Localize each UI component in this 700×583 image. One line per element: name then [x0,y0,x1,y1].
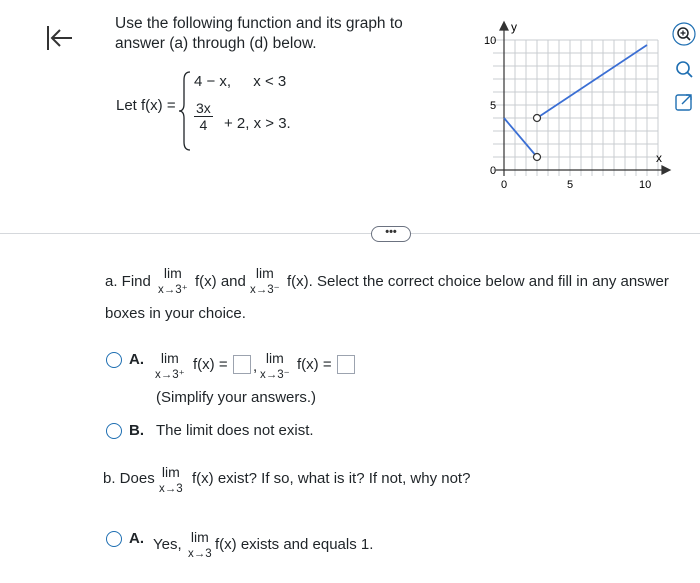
part-a-instructions: f(x). Select the correct choice below and fill in any answer [287,273,669,290]
limit-word: lim [160,350,179,366]
limit-subscript: x→3 [188,548,212,560]
part-a-choice-a-radio[interactable] [106,352,122,368]
y-tick-0: 0 [490,165,497,177]
definition-label: Let f(x) = [116,97,176,114]
case-2-denominator: 4 [199,117,208,133]
graph-segment-left [504,118,537,157]
part-b-choice-a-yes: Yes, [153,536,182,553]
limit-word: lim [161,464,180,480]
choice-a-note: (Simplify your answers.) [156,389,317,406]
intro-line-2: answer (a) through (d) below. [115,35,317,52]
left-brace-icon [178,70,192,152]
limit-word: lim [255,265,274,281]
part-a-choice-b-text: The limit does not exist. [156,422,314,439]
x-axis-arrow [662,166,670,174]
part-a-choice-b-letter: B. [129,422,144,439]
case-2-fraction [194,100,213,133]
section-divider [0,233,700,234]
choice-a-comma: , [253,358,258,375]
part-a-fx-and: f(x) and [195,273,246,290]
limit-subscript: x→3⁺ [155,369,185,381]
case-1-expression: 4 − x, [194,73,232,90]
part-a-limit-2 [250,266,280,297]
limit-subscript: x→3⁻ [260,369,290,381]
part-a-find: a. Find [105,273,151,290]
part-a-instructions-line-2: boxes in your choice. [105,305,246,322]
case-2-numerator: 3x [196,100,211,116]
choice-a-limit-1 [155,351,185,382]
x-tick-5: 5 [567,179,574,191]
limit-word: lim [265,350,284,366]
back-arrow-icon[interactable] [38,22,78,54]
x-axis-label: x [656,151,662,165]
case-1-condition: x < 3 [253,73,287,90]
y-tick-10: 10 [484,35,497,47]
part-b-limit [159,465,183,496]
question-intro [115,14,403,54]
x-tick-10: 10 [639,179,652,191]
part-a-limit-1 [158,266,188,297]
x-tick-0: 0 [501,179,508,191]
piecewise-definition [116,70,316,152]
case-2-rest: + 2, x > 3. [224,115,291,132]
part-b-question: f(x) exist? If so, what is it? If not, why not? [192,470,471,487]
limit-word: lim [190,529,209,545]
zoom-out-icon[interactable] [672,57,696,81]
intro-line-1: Use the following function and its graph to [115,15,403,32]
open-point-lower [534,154,541,161]
limit-word: lim [163,265,182,281]
y-axis-arrow [500,22,508,30]
function-graph [470,18,680,198]
open-new-window-icon[interactable] [672,90,696,114]
part-a-choice-a-letter: A. [129,351,144,368]
part-a-choice-b-radio[interactable] [106,423,122,439]
graph-grid [493,40,658,176]
part-b-choice-a-limit [188,530,212,561]
open-point-upper [534,115,541,122]
y-axis-label: y [511,20,517,34]
limit-subscript: x→3 [159,483,183,495]
choice-a-limit-2 [260,351,290,382]
expand-more-button[interactable]: ••• [371,226,411,242]
answer-box-left-limit[interactable] [337,355,355,374]
part-b-choice-a-radio[interactable] [106,531,122,547]
part-b-choice-a-letter: A. [129,530,144,547]
limit-subscript: x→3⁺ [158,284,188,296]
choice-a-fx-2: f(x) = [297,356,332,373]
zoom-in-icon[interactable] [672,22,696,46]
y-tick-5: 5 [490,100,497,112]
part-b-does: b. Does [103,470,155,487]
case-1 [194,73,286,90]
part-b-choice-a-text: f(x) exists and equals 1. [215,536,374,553]
choice-a-fx-1: f(x) = [193,356,228,373]
limit-subscript: x→3⁻ [250,284,280,296]
answer-box-right-limit[interactable] [233,355,251,374]
